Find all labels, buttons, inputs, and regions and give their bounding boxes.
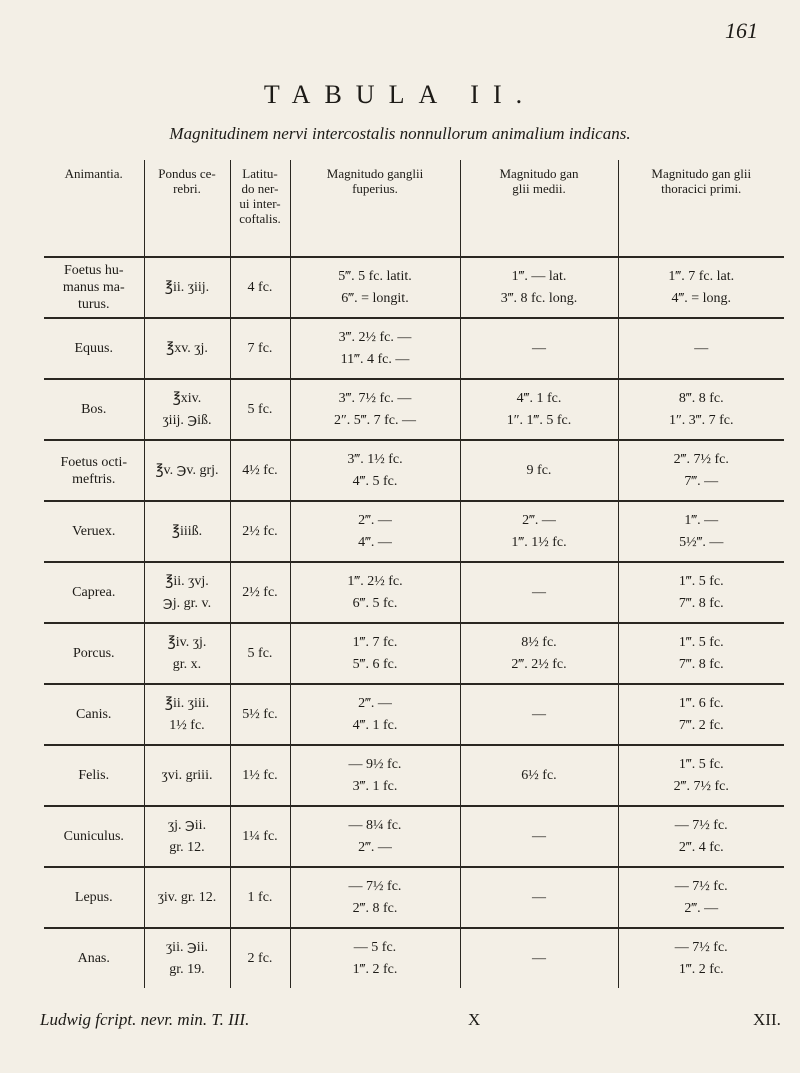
cell-line: — 7½ fc. <box>348 878 402 894</box>
cell-line: ℥v. ℈v. grj. <box>155 462 219 478</box>
thoracic-ganglion-cell <box>618 684 784 745</box>
cell-line: 2½ fc. <box>242 584 278 600</box>
cell-line: 1‴. 7 fc. <box>352 634 398 650</box>
superior-ganglion-cell <box>290 318 460 379</box>
cell-line: ʒj. ℈ii. <box>167 817 207 833</box>
cell-line: 4‴. 1 fc. <box>352 717 398 733</box>
cell-line: 11‴. 4 fc. — <box>340 351 410 367</box>
cell-line: Veruex. <box>72 524 116 539</box>
cell-line: 1 fc. <box>247 889 273 905</box>
animal-cell <box>44 928 144 988</box>
superior-ganglion-cell <box>290 806 460 867</box>
cell-line: 7 fc. <box>247 340 273 356</box>
cell-line: — <box>694 340 709 356</box>
table-row <box>44 928 784 988</box>
header-line: ui inter- <box>239 196 281 211</box>
cell-line: 4‴. 5 fc. <box>352 473 398 489</box>
middle-ganglion-cell <box>460 562 618 623</box>
table-row <box>44 501 784 562</box>
cell-line: 1¼ fc. <box>242 828 278 844</box>
cell-line: 8‴. 8 fc. <box>678 390 724 406</box>
thoracic-ganglion-cell <box>618 745 784 806</box>
cell-line: Canis. <box>76 707 112 722</box>
cell-line: 7‴. — <box>684 473 719 489</box>
thoracic-ganglion-cell <box>618 562 784 623</box>
cell-line: Cuniculus. <box>63 829 124 844</box>
cell-line: Bos. <box>81 402 107 417</box>
middle-ganglion-cell <box>460 379 618 440</box>
cell-line: 5‴. 5 fc. latit. <box>338 268 412 284</box>
data-table <box>44 160 784 988</box>
cell-line: — 7½ fc. <box>674 817 728 833</box>
thoracic-ganglion-cell <box>618 318 784 379</box>
nerve-width-cell <box>230 928 290 988</box>
cell-line: 1‴. 5 fc. <box>678 756 724 772</box>
thoracic-ganglion-cell <box>618 623 784 684</box>
header-line: coftalis. <box>239 211 281 226</box>
middle-ganglion-cell <box>460 806 618 867</box>
cell-line: — 9½ fc. <box>348 756 402 772</box>
brain-weight-cell <box>144 684 230 745</box>
nerve-width-cell <box>230 440 290 501</box>
table-row <box>44 806 784 867</box>
thoracic-ganglion-cell <box>618 867 784 928</box>
superior-ganglion-cell <box>290 440 460 501</box>
cell-line: 5 fc. <box>247 401 273 417</box>
header-line: Magnitudo gan <box>499 166 579 181</box>
superior-ganglion-cell <box>290 867 460 928</box>
superior-ganglion-cell <box>290 379 460 440</box>
header-line: thoracici primi. <box>661 181 742 196</box>
cell-line: ℥ii. ʒiii. <box>164 695 210 711</box>
brain-weight-cell <box>144 806 230 867</box>
cell-line: 1‴. 2 fc. <box>678 961 724 977</box>
superior-ganglion-cell <box>290 562 460 623</box>
column-header-brain-weight <box>144 160 230 257</box>
cell-line: — 7½ fc. <box>674 939 728 955</box>
cell-line: ʒiv. gr. 12. <box>157 889 217 905</box>
animal-cell <box>44 684 144 745</box>
header-line: Latitu- <box>242 166 278 181</box>
nerve-width-cell <box>230 745 290 806</box>
cell-line: Foetus hu- <box>64 263 124 278</box>
header-line: Magnitudo ganglii <box>326 166 424 181</box>
cell-line: 3‴. 1 fc. <box>352 778 398 794</box>
animal-cell <box>44 440 144 501</box>
middle-ganglion-cell <box>460 318 618 379</box>
thoracic-ganglion-cell <box>618 806 784 867</box>
table-row <box>44 257 784 318</box>
animal-cell <box>44 806 144 867</box>
cell-line: Porcus. <box>72 646 115 661</box>
cell-line: ℥ii. ʒiij. <box>164 279 210 295</box>
cell-line: — <box>532 828 546 844</box>
cell-line: 2‴. 7½ fc. <box>673 778 729 794</box>
cell-line: Lepus. <box>74 890 113 905</box>
brain-weight-cell <box>144 501 230 562</box>
table-title: TABULA II. <box>263 80 537 109</box>
cell-line: — <box>532 340 546 356</box>
middle-ganglion-cell <box>460 501 618 562</box>
cell-line: 1‴. 7 fc. lat. <box>668 268 735 284</box>
superior-ganglion-cell <box>290 745 460 806</box>
thoracic-ganglion-cell <box>618 440 784 501</box>
cell-line: 2‴. 7½ fc. <box>673 451 729 467</box>
nerve-width-cell <box>230 806 290 867</box>
cell-line: 4½ fc. <box>242 462 278 478</box>
brain-weight-cell <box>144 257 230 318</box>
middle-ganglion-cell <box>460 867 618 928</box>
column-header-superior-ganglion <box>290 160 460 257</box>
cell-line: 1‴. 1½ fc. <box>511 534 567 550</box>
animal-cell <box>44 623 144 684</box>
cell-line: ℥xv. ʒj. <box>166 340 208 356</box>
cell-line: 6‴. = longit. <box>341 290 409 306</box>
superior-ganglion-cell <box>290 623 460 684</box>
thoracic-ganglion-cell <box>618 379 784 440</box>
nerve-width-cell <box>230 623 290 684</box>
cell-line: — 5 fc. <box>353 939 397 955</box>
middle-ganglion-cell <box>460 623 618 684</box>
cell-line: 1‴. — <box>684 512 719 528</box>
table-row <box>44 623 784 684</box>
middle-ganglion-cell <box>460 745 618 806</box>
cell-line: — <box>532 584 546 600</box>
cell-line: 3‴. 2½ fc. — <box>338 329 412 345</box>
thoracic-ganglion-cell <box>618 257 784 318</box>
brain-weight-cell <box>144 623 230 684</box>
nerve-width-cell <box>230 867 290 928</box>
table-row <box>44 745 784 806</box>
cell-line: 1″. 1‴. 5 fc. <box>506 412 572 428</box>
cell-line: 3‴. 8 fc. long. <box>500 290 578 306</box>
cell-line: 2‴. 8 fc. <box>352 900 398 916</box>
superior-ganglion-cell <box>290 684 460 745</box>
brain-weight-cell <box>144 562 230 623</box>
middle-ganglion-cell <box>460 257 618 318</box>
thoracic-ganglion-cell <box>618 928 784 988</box>
cell-line: 2‴. — <box>358 839 392 855</box>
cell-line: 2½ fc. <box>242 523 278 539</box>
cell-line: 2‴. 2½ fc. <box>511 656 567 672</box>
cell-line: ℥iv. ʒj. <box>167 634 207 650</box>
middle-ganglion-cell <box>460 684 618 745</box>
brain-weight-cell <box>144 745 230 806</box>
header-row <box>44 160 784 257</box>
cell-line: 7‴. 8 fc. <box>678 595 724 611</box>
header-line: glii medii. <box>512 181 566 196</box>
cell-line: ℥ii. ʒvj. <box>165 573 209 589</box>
table-row <box>44 684 784 745</box>
cell-line: 1‴. — lat. <box>511 268 567 284</box>
middle-ganglion-cell <box>460 440 618 501</box>
cell-line: gr. 19. <box>169 961 205 977</box>
brain-weight-cell <box>144 867 230 928</box>
nerve-width-cell <box>230 318 290 379</box>
table-body <box>44 257 784 988</box>
footer-volume: XII. <box>753 1010 781 1029</box>
animal-cell <box>44 318 144 379</box>
cell-line: ʒvi. griii. <box>161 767 213 783</box>
cell-line: 4‴. = long. <box>671 290 732 306</box>
animal-cell <box>44 379 144 440</box>
cell-line: 3‴. 7½ fc. — <box>338 390 412 406</box>
cell-line: 4‴. 1 fc. <box>516 390 562 406</box>
cell-line: 5‴. 6 fc. <box>352 656 398 672</box>
cell-line: 1‴. 2 fc. <box>352 961 398 977</box>
superior-ganglion-cell <box>290 257 460 318</box>
table-row <box>44 440 784 501</box>
cell-line: Foetus octi- <box>60 454 127 470</box>
cell-line: — <box>532 950 546 966</box>
footer-reference: Ludwig fcript. nevr. min. T. III. <box>40 1010 250 1029</box>
cell-line: 9 fc. <box>526 462 552 478</box>
cell-line: 4‴. — <box>358 534 392 550</box>
thoracic-ganglion-cell <box>618 501 784 562</box>
animal-cell <box>44 867 144 928</box>
cell-line: ʒii. ℈ii. <box>165 939 209 955</box>
cell-line: 6½ fc. <box>521 767 557 783</box>
nerve-width-cell <box>230 562 290 623</box>
cell-line: 5½‴. — <box>679 534 724 550</box>
cell-line: 3‴. 1½ fc. <box>347 451 403 467</box>
header-line: Magnitudo gan glii <box>651 166 752 181</box>
cell-line: 8½ fc. <box>521 634 557 650</box>
animal-cell <box>44 257 144 318</box>
cell-line: manus ma- <box>62 280 125 295</box>
nerve-width-cell <box>230 501 290 562</box>
superior-ganglion-cell <box>290 928 460 988</box>
cell-line: Equus. <box>74 341 113 356</box>
cell-line: Anas. <box>77 951 110 966</box>
cell-line: 1″. 3‴. 7 fc. <box>668 412 734 428</box>
nerve-width-cell <box>230 257 290 318</box>
header-line: rebri. <box>173 181 201 196</box>
cell-line: 2‴. — <box>684 900 719 916</box>
cell-line: 1½ fc. <box>169 717 205 733</box>
column-header-thoracic-ganglion <box>618 160 784 257</box>
cell-line: ℥iiiß. <box>171 523 203 539</box>
table-row <box>44 379 784 440</box>
cell-line: — 8¼ fc. <box>348 817 402 833</box>
cell-line: 2″. 5‴. 7 fc. — <box>333 412 417 428</box>
cell-line: — <box>532 889 546 905</box>
brain-weight-cell <box>144 379 230 440</box>
header-line: Pondus ce- <box>158 166 216 181</box>
cell-line: Felis. <box>78 768 110 783</box>
cell-line: 1½ fc. <box>242 767 278 783</box>
cell-line: 2‴. — <box>522 512 556 528</box>
footer-signature: X <box>468 1010 481 1029</box>
cell-line: ʒiij. ℈iß. <box>162 412 212 428</box>
column-header-middle-ganglion <box>460 160 618 257</box>
cell-line: 7‴. 8 fc. <box>678 656 724 672</box>
superior-ganglion-cell <box>290 501 460 562</box>
animal-cell <box>44 562 144 623</box>
cell-line: 7‴. 2 fc. <box>678 717 724 733</box>
cell-line: 1‴. 2½ fc. <box>347 573 403 589</box>
cell-line: meftris. <box>72 471 116 487</box>
cell-line: turus. <box>78 297 110 312</box>
brain-weight-cell <box>144 928 230 988</box>
column-header-nerve-width <box>230 160 290 257</box>
header-line: fuperius. <box>352 181 398 196</box>
cell-line: gr. 12. <box>169 839 205 855</box>
cell-line: 2 fc. <box>247 950 273 966</box>
middle-ganglion-cell <box>460 928 618 988</box>
page-number: 161 <box>725 18 758 43</box>
cell-line: gr. x. <box>172 656 202 672</box>
cell-line: 5 fc. <box>247 645 273 661</box>
table-row <box>44 867 784 928</box>
nerve-width-cell <box>230 684 290 745</box>
cell-line: — 7½ fc. <box>674 878 728 894</box>
table-subtitle: Magnitudinem nervi intercostalis nonnullorum animalium indicans. <box>169 124 631 143</box>
cell-line: 2‴. 4 fc. <box>678 839 724 855</box>
cell-line: 1‴. 5 fc. <box>678 634 724 650</box>
table-row <box>44 562 784 623</box>
cell-line: 4 fc. <box>247 279 273 295</box>
brain-weight-cell <box>144 440 230 501</box>
column-header-animal <box>44 160 144 257</box>
cell-line: 1‴. 6 fc. <box>678 695 724 711</box>
table-row <box>44 318 784 379</box>
cell-line: 1‴. 5 fc. <box>678 573 724 589</box>
cell-line: 5½ fc. <box>242 706 278 722</box>
brain-weight-cell <box>144 318 230 379</box>
cell-line: ℥xiv. <box>172 390 202 406</box>
cell-line: ℈j. gr. v. <box>162 595 212 611</box>
cell-line: 2‴. — <box>358 512 392 528</box>
cell-line: 6‴. 5 fc. <box>352 595 398 611</box>
animal-cell <box>44 745 144 806</box>
animal-cell <box>44 501 144 562</box>
cell-line: 2‴. — <box>358 695 392 711</box>
header-line: Animantia. <box>64 166 123 181</box>
header-line: do ner- <box>241 181 279 196</box>
nerve-width-cell <box>230 379 290 440</box>
cell-line: — <box>532 706 546 722</box>
cell-line: Caprea. <box>72 585 116 600</box>
